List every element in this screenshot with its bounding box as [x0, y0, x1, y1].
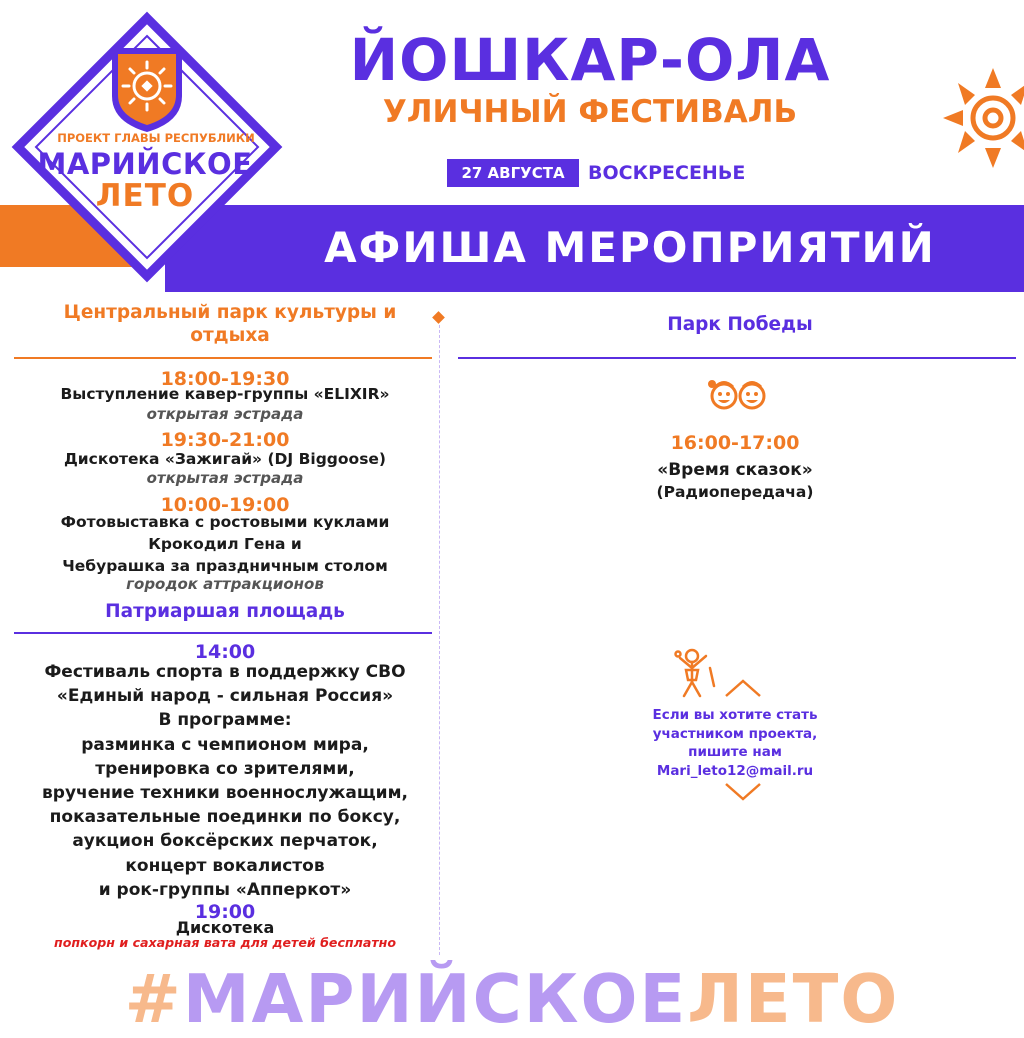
program-line: «Единый народ - сильная Россия» [56, 686, 394, 707]
program-line: вручение техники военнослужащим, [42, 783, 408, 804]
chevron-down-icon [720, 780, 766, 804]
logo-title-line1: МАРИЙСКОЕ [37, 147, 253, 181]
hashtag-part2: ЛЕТО [687, 960, 900, 1038]
program-line: показательные поединки по боксу, [49, 807, 401, 828]
chevron-up-icon [720, 676, 766, 700]
event-title-line: Крокодил Гена и [148, 535, 302, 553]
event-title: Дискотека «Зажигай» (DJ Biggoose) [63, 450, 387, 468]
program-line: В программе: [158, 710, 292, 731]
event-time: 16:00-17:00 [670, 432, 800, 454]
program-line: концерт вокалистов [125, 855, 325, 876]
event-time: 14:00 [194, 641, 256, 663]
hashtag-part1: МАРИЙСКОЕ [182, 960, 688, 1038]
weekday-label: ВОСКРЕСЕНЬЕ [588, 162, 746, 184]
event-location: открытая эстрада [146, 469, 304, 487]
sport-festival-program [10, 660, 440, 902]
event-time: 10:00-19:00 [160, 494, 290, 516]
dancer-icon [670, 646, 720, 700]
section-divider-orange [14, 357, 432, 359]
event-title: «Время сказок» [657, 460, 813, 480]
program-line: Фестиваль спорта в поддержку СВО [44, 662, 406, 682]
logo-title-line2: ЛЕТО [95, 178, 195, 214]
contact-line: Если вы хотите стать [652, 707, 818, 723]
divider-diamond [432, 311, 445, 324]
contact-line: пишите нам [688, 744, 782, 760]
shield-emblem-icon [112, 48, 182, 132]
event-title: Выступление кавер-группы «ELIXIR» [60, 385, 390, 403]
contact-info [630, 706, 840, 780]
event-time: 19:00 [194, 901, 256, 923]
banner-title: АФИША МЕРОПРИЯТИЙ [324, 223, 936, 272]
program-line: и рок-группы «Апперкот» [98, 879, 352, 900]
event-location: открытая эстрада [146, 405, 304, 423]
event-title-line: Фотовыставка с ростовыми куклами [60, 513, 390, 531]
sun-ornament-icon [925, 62, 1024, 172]
program-line: разминка с чемпионом мира, [81, 734, 369, 755]
program-line: тренировка со зрителями, [95, 758, 355, 779]
hashtag-symbol: # [124, 960, 183, 1038]
kids-faces-icon [706, 372, 770, 412]
festival-subtitle: УЛИЧНЫЙ ФЕСТИВАЛЬ [382, 94, 798, 130]
event-time: 19:30-21:00 [160, 429, 290, 451]
logo-subtitle: ПРОЕКТ ГЛАВЫ РЕСПУБЛИКИ [57, 131, 255, 145]
free-treats-note: попкорн и сахарная вата для детей бесплатно [54, 935, 396, 950]
event-title: Дискотека [175, 918, 275, 937]
program-line: аукцион боксёрских перчаток, [72, 831, 378, 852]
section-divider-purple [14, 632, 432, 634]
venue-central-park: Центральный парк культуры и отдыха [63, 302, 397, 346]
event-subtitle: (Радиопередача) [656, 483, 814, 501]
venue-victory-park: Парк Победы [667, 314, 813, 335]
date-badge: 27 АВГУСТА [447, 159, 579, 187]
contact-email: Mari_leto12@mail.ru [656, 762, 814, 779]
city-title: ЙОШКАР-ОЛА [349, 26, 831, 94]
contact-line: участником проекта, [652, 725, 818, 742]
venue-patriarch-square: Патриаршая площадь [105, 601, 345, 622]
event-time: 18:00-19:30 [160, 368, 290, 390]
section-divider-purple [458, 357, 1016, 359]
event-location: городок аттракционов [126, 575, 324, 593]
event-title-line: Чебурашка за праздничным столом [62, 557, 388, 575]
hashtag-footer [0, 960, 1024, 1038]
